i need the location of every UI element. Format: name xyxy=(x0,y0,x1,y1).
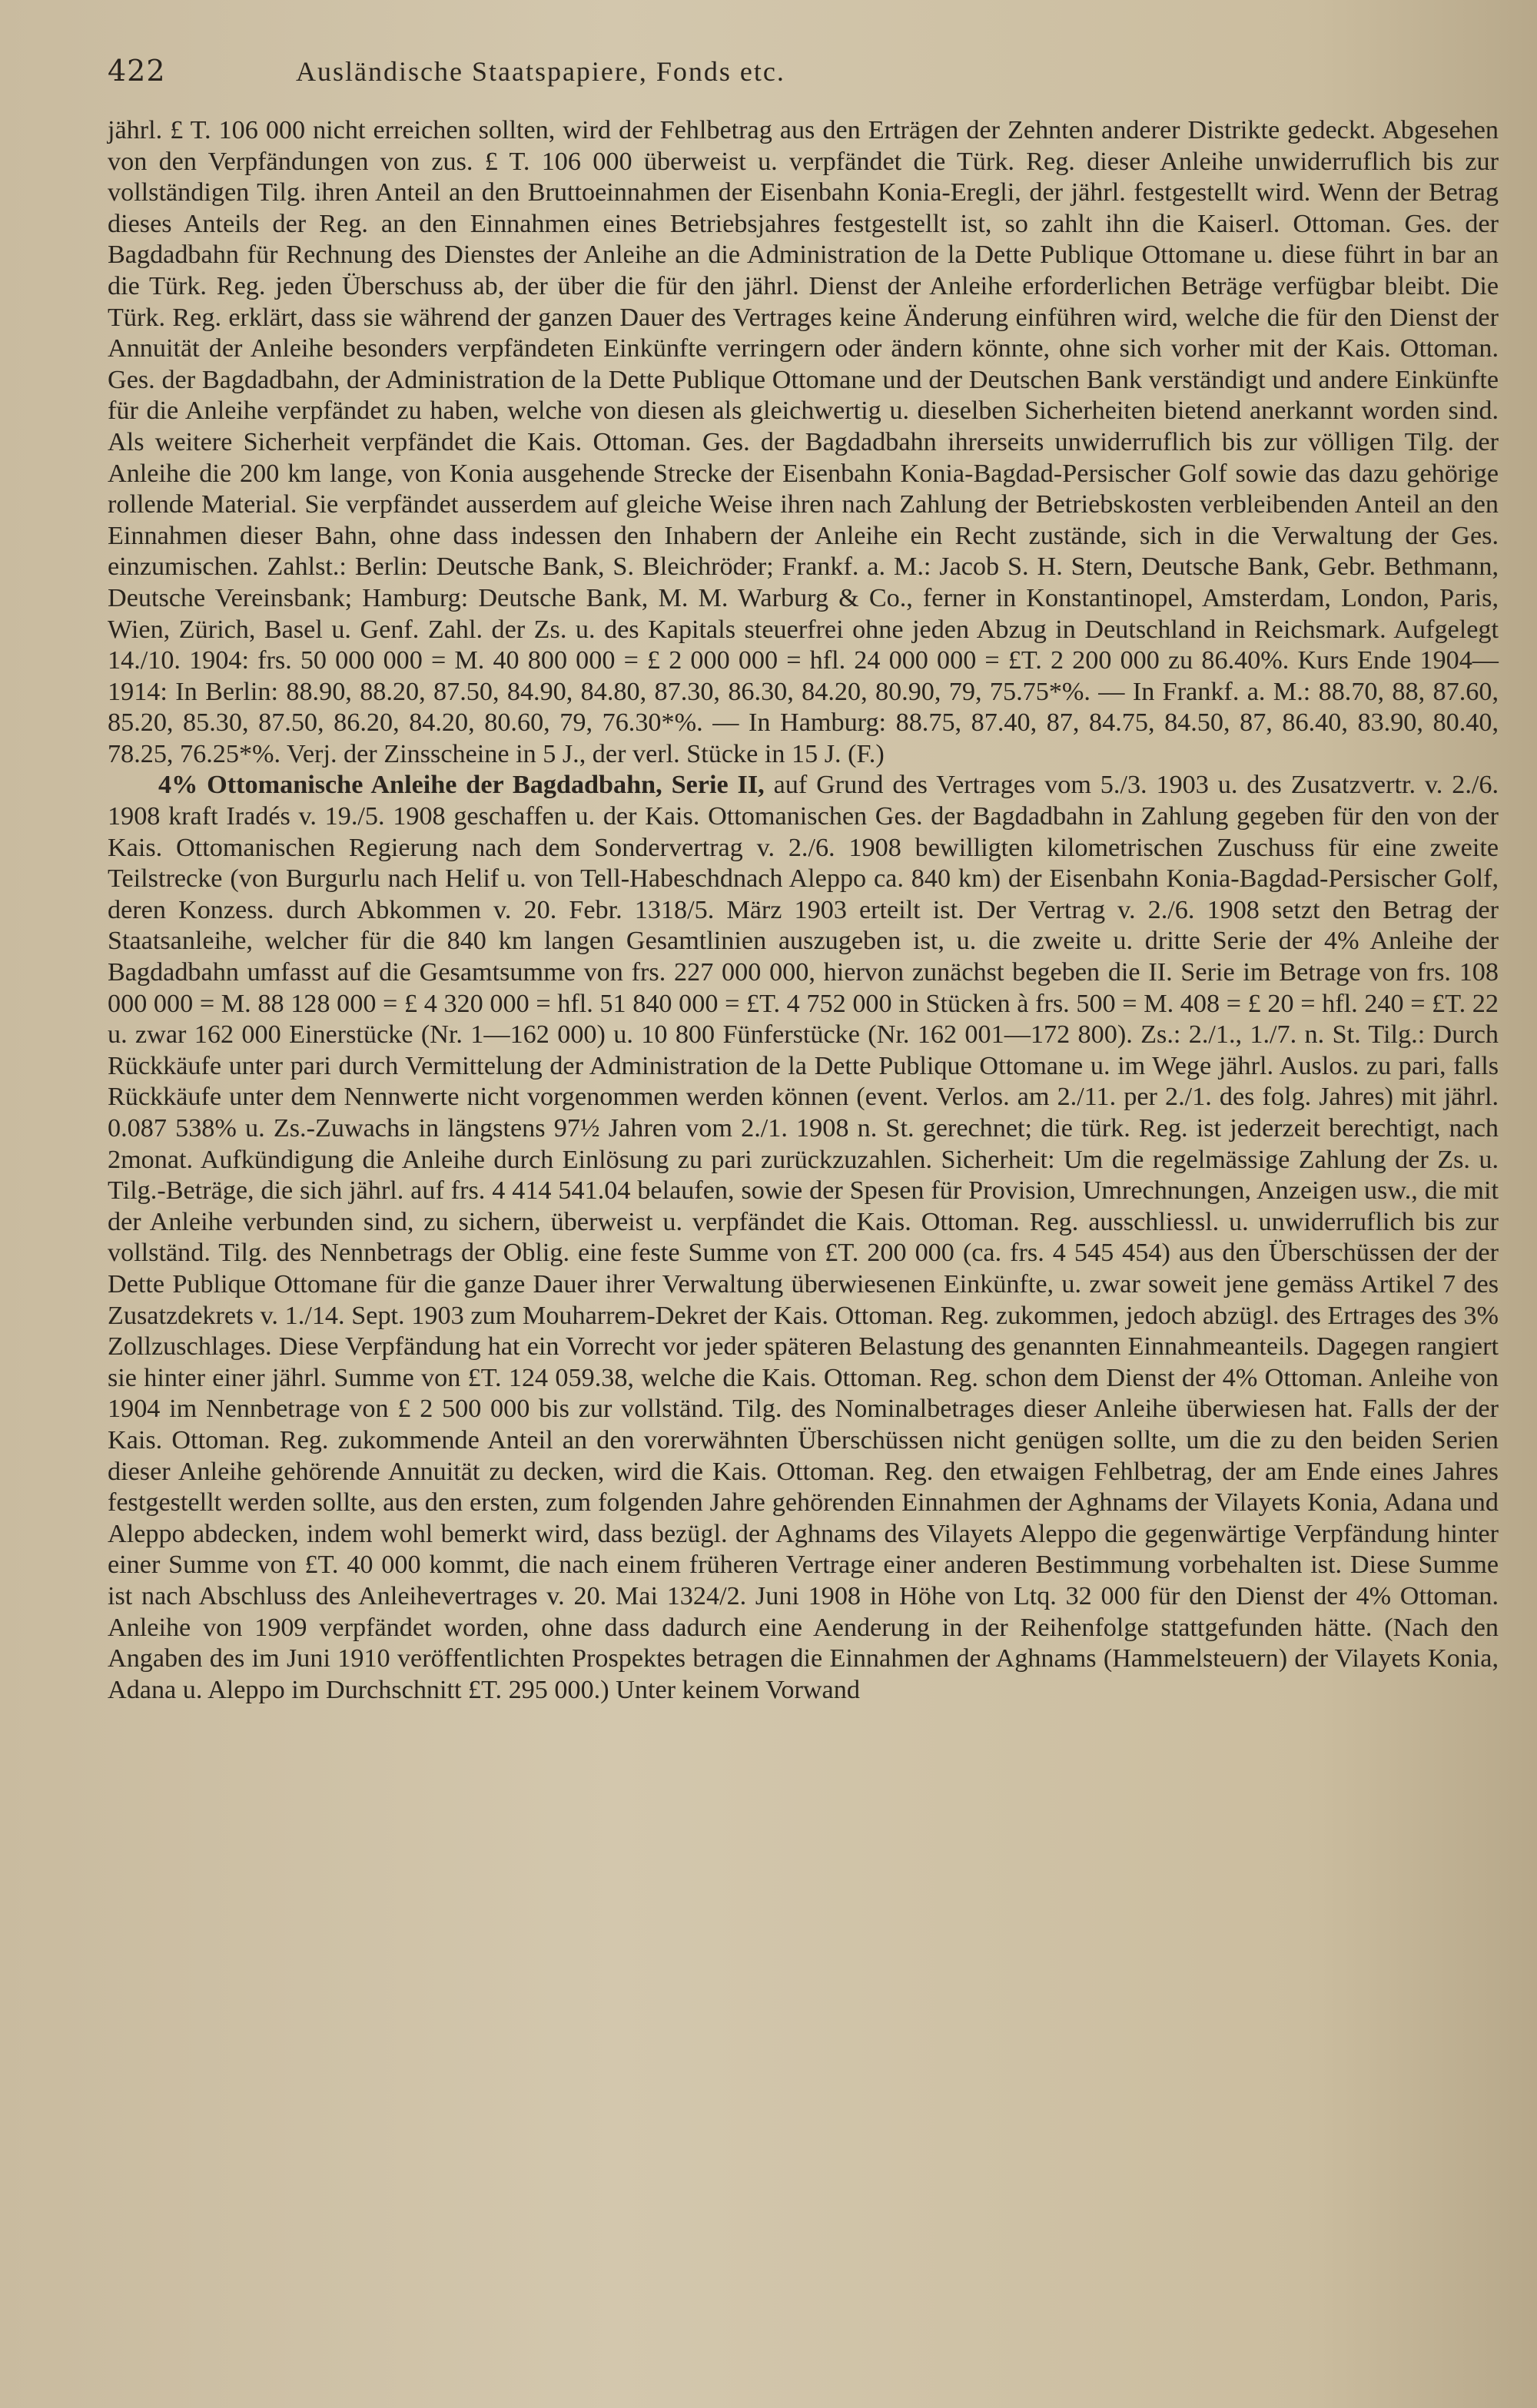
running-head xyxy=(108,54,1502,100)
paragraph-text: jährl. £ T. 106 000 nicht erreichen sollten, wird der Fehlbetrag aus den Erträgen der Zehnten anderer Distrikte gedeckt. Abgesehen von den Verpfändungen von zus. £ T. 106 000 überweist u. verpfändet die Türk. Reg. dieser Anleihe unwiderruflich bis zur vollständigen Tilg. ihren Anteil an den Bruttoeinnahmen der Eisenbahn Konia-Eregli, der jährl. festgestellt wird. Wenn der Betrag dieses Anteils der Reg. an den Einnahmen eines Betriebsjahres festgestellt ist, so zahlt ihn die Kaiserl. Ottoman. Ges. der Bagdadbahn für Rechnung des Dienstes der Anleihe an die Administration de la Dette Publique Ottomane u. diese führt in bar an die Türk. Reg. jeden Überschuss ab, der über die für den jährl. Dienst der Anleihe erforderlichen Beträge verfügbar bleibt. Die Türk. Reg. erklärt, dass sie während der ganzen Dauer des Vertrages keine Änderung einführen wird, welche die für den Dienst der Annuität der Anleihe besonders verpfändeten Einkünfte verringern oder ändern könnte, ohne sich vorher mit der Kais. Ottoman. Ges. der Bagdadbahn, der Administration de la Dette Publique Ottomane und der Deutschen Bank verständigt und andere Einkünfte für die Anleihe verpfändet zu haben, welche von diesen als gleichwertig u. dieselben Sicherheiten bietend anerkannt worden sind. Als weitere Sicherheit verpfändet die Kais. Ottoman. Ges. der Bagdadbahn ihrerseits unwiderruflich bis zur völligen Tilg. der Anleihe die 200 km lange, von Konia ausgehende Strecke der Eisenbahn Konia-Bagdad-Persischer Golf sowie das dazu gehörige rollende Material. Sie verpfändet ausserdem auf gleiche Weise ihren nach Zahlung der Betriebskosten verbleibenden Anteil an den Einnahmen dieser Bahn, ohne dass indessen den Inhabern der Anleihe ein Recht zustände, sich in die Verwaltung der Ges. einzumischen. Zahlst.: Berlin: Deutsche Bank, S. Bleichröder; Frankf. a. M.: Jacob S. H. Stern, Deutsche Bank, Gebr. Bethmann, Deutsche Vereinsbank; Hamburg: Deutsche Bank, M. M. Warburg & Co., ferner in Konstantinopel, Amsterdam, London, Paris, Wien, Zürich, Basel u. Genf. Zahl. der Zs. u. des Kapitals steuerfrei ohne jeden Abzug in Deutschland in Reichsmark. Aufgelegt 14./10. 1904: frs. 50 000 000 = M. 40 800 000 = £ 2 000 000 = hfl. 24 000 000 = £T. 2 200 000 zu 86.40%. Kurs Ende 1904—1914: In Berlin: 88.90, 88.20, 87.50, 84.90, 84.80, 87.30, 86.30, 84.20, 80.90, 79, 75.75*%. — In Frankf. a. M.: 88.70, 88, 87.60, 85.20, 85.30, 87.50, 86.20, 84.20, 80.60, 79, 76.30*%. — In Hamburg: 88.75, 87.40, 87, 84.75, 84.50, 87, 86.40, 83.90, 80.40, 78.25, 76.25*%. Verj. der Zinsscheine in 5 J., der verl. Stücke in 15 J. (F.) xyxy=(108,116,1499,768)
body-text xyxy=(108,115,1499,1706)
paragraph-bond-entry xyxy=(108,770,1499,1706)
paragraph-text: auf Grund des Vertrages vom 5./3. 1903 u. des Zusatzvertr. v. 2./6. 1908 kraft Iradés v. 19./5. 1908 geschaffen u. der Kais. Ottomanischen Ges. der Bagdadbahn in Zahlung gegeben für den von der Kais. Ottomanischen Regierung nach dem Sondervertrag v. 2./6. 1908 bewilligten kilometrischen Zuschuss für eine zweite Teilstrecke (von Burgurlu nach Helif u. von Tell-Habeschdnach Aleppo ca. 840 km) der Eisenbahn Konia-Bagdad-Persischer Golf, deren Konzess. durch Abkommen v. 20. Febr. 1318/5. März 1903 erteilt ist. Der Vertrag v. 2./6. 1908 setzt den Betrag der Staatsanleihe, welcher für die 840 km langen Gesamtlinien auszugeben ist, u. die zweite u. dritte Serie der 4% Anleihe der Bagdadbahn umfasst auf die Gesamtsumme von frs. 227 000 000, hiervon zunächst begeben die II. Serie im Betrage von frs. 108 000 000 = M. 88 128 000 = £ 4 320 000 = hfl. 51 840 000 = £T. 4 752 000 in Stücken à frs. 500 = M. 408 = £ 20 = hfl. 240 = £T. 22 u. zwar 162 000 Einerstücke (Nr. 1—162 000) u. 10 800 Fünferstücke (Nr. 162 001—172 800). Zs.: 2./1., 1./7. n. St. Tilg.: Durch Rückkäufe unter pari durch Vermittelung der Administration de la Dette Publique Ottomane u. im Wege jährl. Auslos. zu pari, falls Rückkäufe unter dem Nennwerte nicht vorgenommen werden können (event. Verlos. am 2./11. per 2./1. des folg. Jahres) mit jährl. 0.087 538% u. Zs.-Zuwachs in längstens 97½ Jahren vom 2./1. 1908 n. St. gerechnet; die türk. Reg. ist jederzeit berechtigt, nach 2monat. Aufkündigung die Anleihe durch Einlösung zu pari zurückzuzahlen. Sicherheit: Um die regelmässige Zahlung der Zs. u. Tilg.-Beträge, die sich jährl. auf frs. 4 414 541.04 belaufen, sowie der Spesen für Provision, Umrechnungen, Anzeigen usw., die mit der Anleihe verbunden sind, zu sichern, überweist u. verpfändet die Kais. Ottoman. Reg. ausschliessl. u. unwiderruflich bis zur vollständ. Tilg. des Nennbetrags der Oblig. eine feste Summe von £T. 200 000 (ca. frs. 4 545 454) aus den Überschüssen der der Dette Publique Ottomane für die ganze Dauer ihrer Verwaltung überwiesenen Einkünfte, u. zwar soweit jene gemäss Artikel 7 des Zusatzdekrets v. 1./14. Sept. 1903 zum Mouharrem-Dekret der Kais. Ottoman. Reg. zukommen, jedoch abzügl. des Ertrages des 3% Zollzuschlages. Diese Verpfändung hat ein Vorrecht vor jeder späteren Belastung des genannten Einnahmeanteils. Dagegen rangiert sie hinter einer jährl. Summe von £T. 124 059.38, welche die Kais. Ottoman. Reg. schon dem Dienst der 4% Ottoman. Anleihe von 1904 im Nennbetrage von £ 2 500 000 bis zur vollständ. Tilg. des Nominalbetrages dieser Anleihe überwiesen hat. Falls der der Kais. Ottoman. Reg. zukommende Anteil an den vorerwähnten Überschüssen nicht genügen sollte, um die zu den beiden Serien dieser Anleihe gehörende Annuität zu decken, wird die Kais. Ottoman. Reg. den etwaigen Fehlbetrag, der am Ende eines Jahres festgestellt werden sollte, aus den ersten, zum folgenden Jahre gehörenden Einnahmen der Aghnams der Vilayets Konia, Adana und Aleppo abdecken, indem wohl bemerkt wird, dass bezügl. der Aghnams des Vilayets Aleppo die gegenwärtige Verpfändung hinter einer Summe von £T. 40 000 kommt, die nach einem früheren Vertrage einer anderen Bestimmung vorbehalten ist. Diese Summe ist nach Abschluss des Anleihevertrages v. 20. Mai 1324/2. Juni 1908 in Höhe von Ltq. 32 000 für den Dienst der 4% Ottoman. Anleihe von 1909 verpfändet worden, ohne dass dadurch eine Aenderung in der Reihenfolge stattgefunden hätte. (Nach den Angaben des im Juni 1910 veröffentlichten Prospektes betragen die Einnahmen der Aghnams (Hammelsteuern) der Vilayets Konia, Adana u. Aleppo im Durchschnitt £T. 295 000.) Unter keinem Vorwand xyxy=(108,771,1499,1704)
page-number: 422 xyxy=(108,54,166,88)
bond-heading: 4% Ottomanische Anleihe der Bagdadbahn, Serie II, xyxy=(158,771,765,800)
running-title: Ausländische Staatspapiere, Fonds etc. xyxy=(296,56,785,87)
paragraph-continuation xyxy=(108,115,1499,770)
